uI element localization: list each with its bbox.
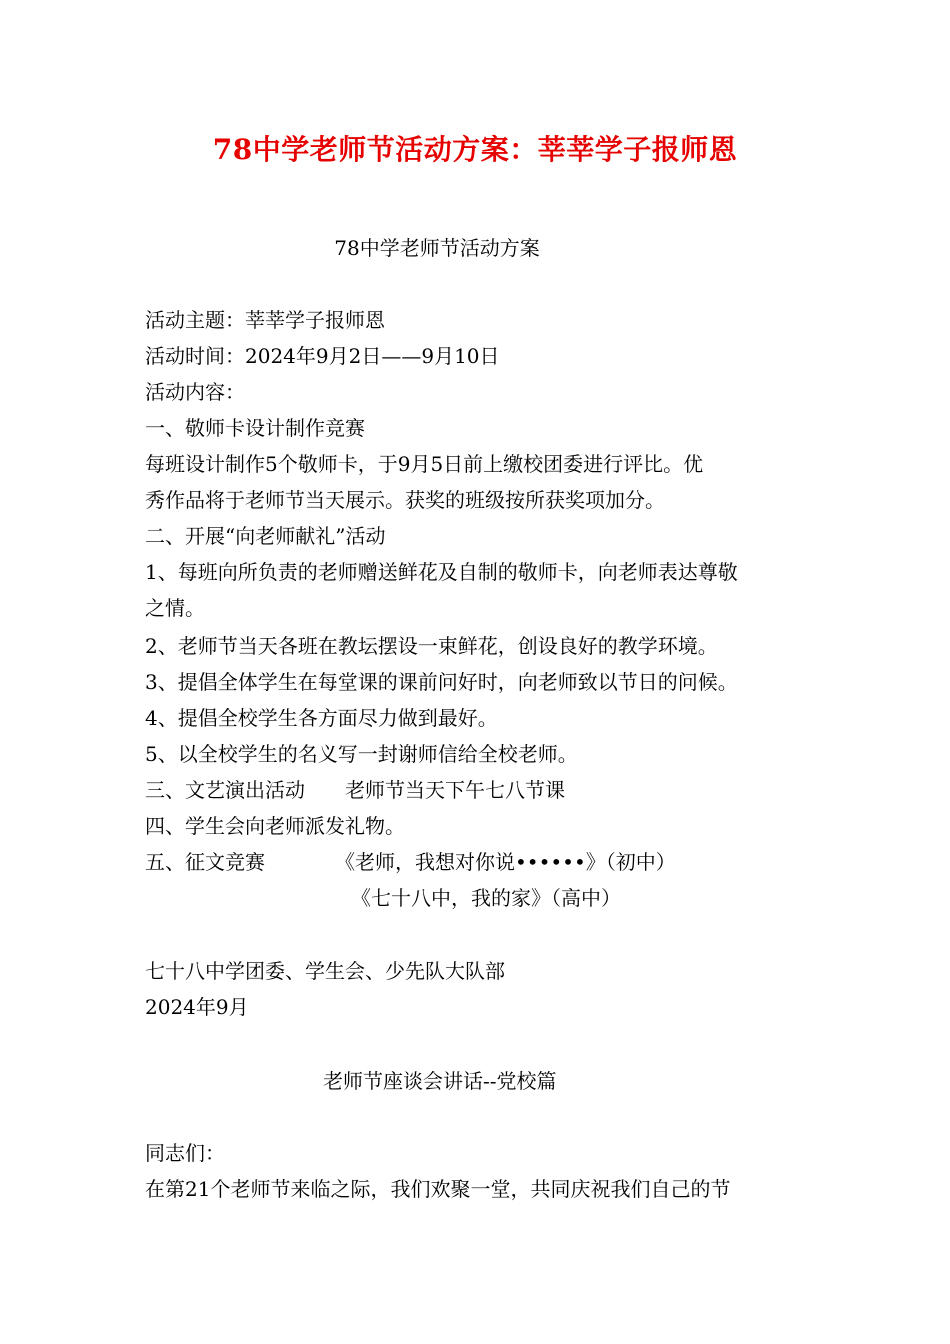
section-three-line: 三、文艺演出活动 老师节当天下午七八节课 xyxy=(145,778,565,802)
list-item: 1、每班向所负责的老师赠送鲜花及自制的敬师卡，向老师表达尊敬 xyxy=(145,560,738,584)
section-four-line: 四、学生会向老师派发礼物。 xyxy=(145,814,405,838)
greeting: 同志们： xyxy=(145,1141,225,1165)
list-item: 4、提倡全校学生各方面尽力做到最好。 xyxy=(145,706,498,730)
signature-date: 2024年9月 xyxy=(145,995,249,1019)
time-line: 活动时间：2024年9月2日——9月10日 xyxy=(145,344,500,368)
speech-first-line: 在第21个老师节来临之际，我们欢聚一堂，共同庆祝我们自己的节 xyxy=(145,1177,731,1201)
content-heading: 活动内容： xyxy=(145,380,245,404)
document-title: 78中学老师节活动方案：莘莘学子报师恩 xyxy=(212,133,738,166)
list-item: 2、老师节当天各班在教坛摆设一束鲜花，创设良好的教学环境。 xyxy=(145,634,718,658)
list-item: 3、提倡全体学生在每堂课的课前问好时，向老师致以节日的问候。 xyxy=(145,670,738,694)
essay-title-high-school: 《七十八中，我的家》（高中） xyxy=(351,886,621,910)
paragraph-line: 每班设计制作5个敬师卡，于9月5日前上缴校团委进行评比。优 xyxy=(145,452,704,476)
theme-line: 活动主题：莘莘学子报师恩 xyxy=(145,308,385,332)
list-item: 5、以全校学生的名义写一封谢师信给全校老师。 xyxy=(145,742,578,766)
section-two-heading: 二、开展“向老师献礼”活动 xyxy=(145,524,386,548)
paragraph-line: 秀作品将于老师节当天展示。获奖的班级按所获奖项加分。 xyxy=(145,488,665,512)
signature-organization: 七十八中学团委、学生会、少先队大队部 xyxy=(145,959,505,983)
subtitle: 78中学老师节活动方案 xyxy=(334,236,540,260)
section-one-heading: 一、敬师卡设计制作竞赛 xyxy=(145,416,365,440)
section-five-line: 五、征文竞赛 《老师，我想对你说••••••》（初中） xyxy=(145,850,676,874)
section-two-title: 老师节座谈会讲话--党校篇 xyxy=(323,1069,557,1093)
list-item-continued: 之情。 xyxy=(145,596,205,620)
